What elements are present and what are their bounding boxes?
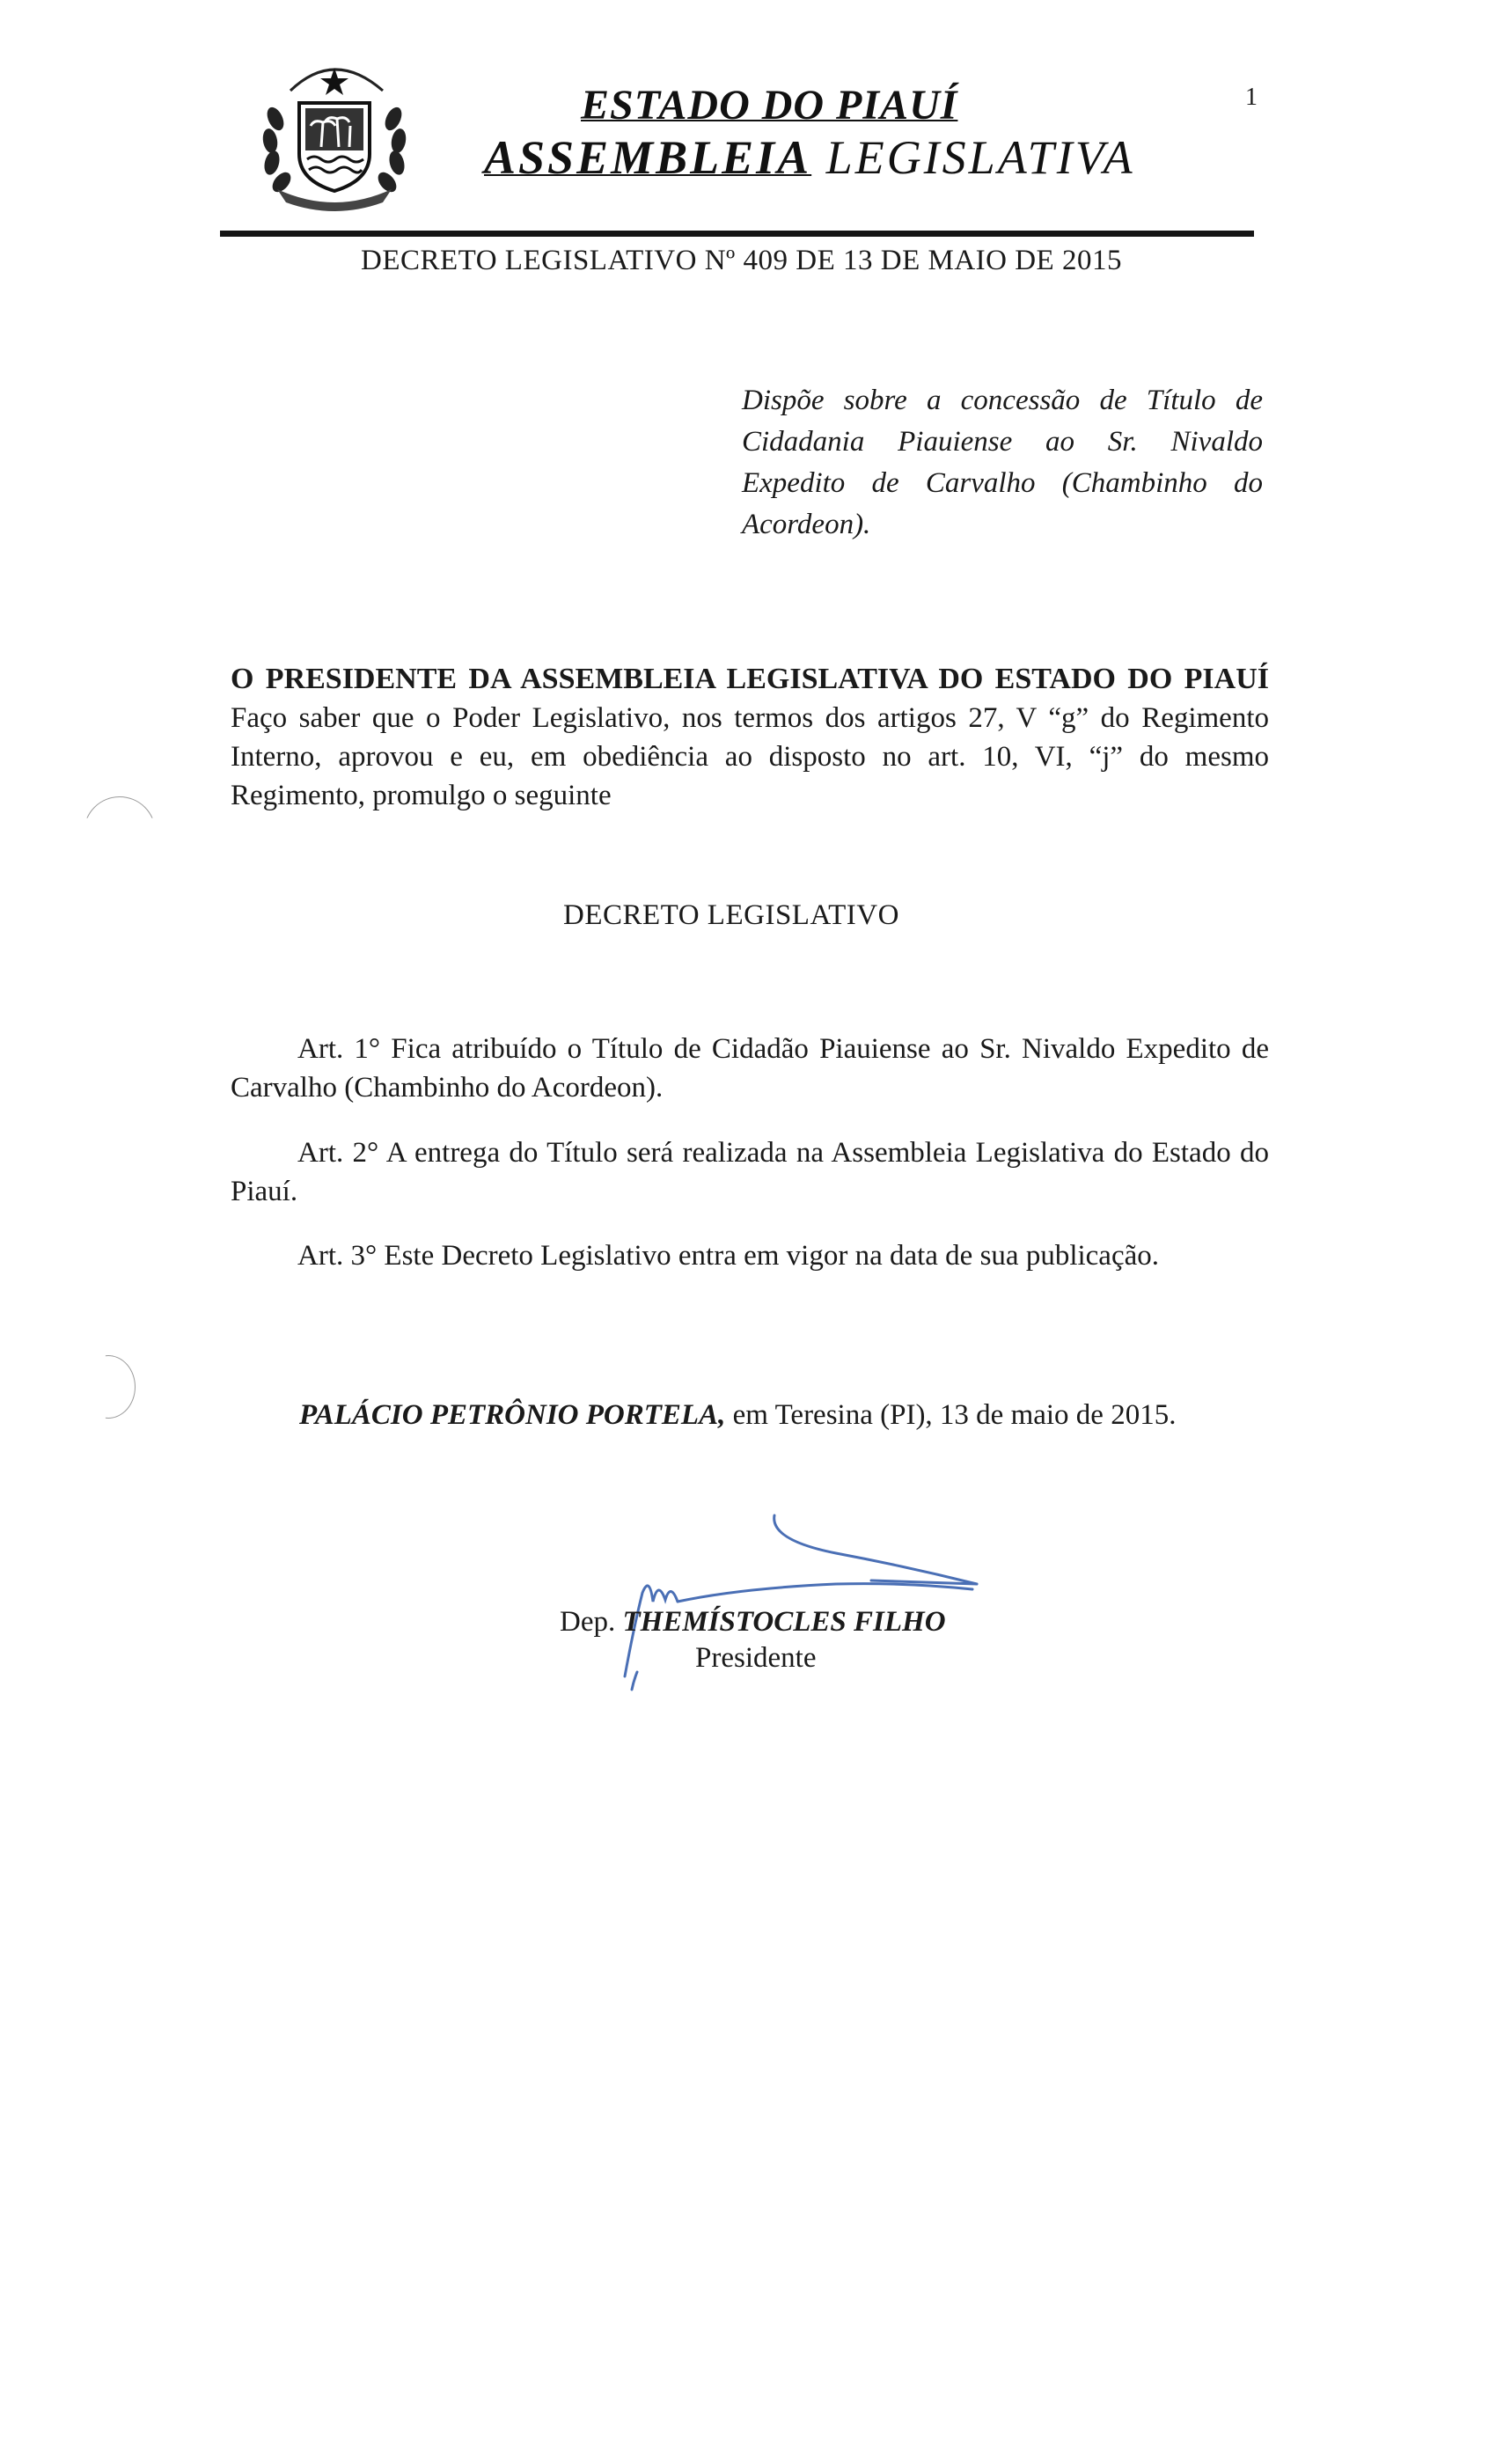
state-coat-of-arms-icon <box>251 48 418 211</box>
article-2: Art. 2° A entrega do Título será realizada na Assembleia Legislativa do Estado do Piauí. <box>231 1137 1269 1207</box>
ementa-summary: Dispõe sobre a concessão de Título de Cidadania Piauiense ao Sr. Nivaldo Expedito de Carvalho (Chambinho do Acordeon). <box>742 385 1263 540</box>
page-number: 1 <box>1245 84 1258 111</box>
place-and-date <box>299 1399 1176 1432</box>
assembly-heading <box>484 130 1135 185</box>
decree-title: DECRETO LEGISLATIVO Nº 409 DE 13 DE MAIO DE 2015 <box>361 245 1122 276</box>
signer-name: THEMÍSTOCLES FILHO <box>622 1606 946 1638</box>
section-title: DECRETO LEGISLATIVO <box>563 899 899 931</box>
signer-role: Presidente <box>695 1642 817 1674</box>
assembly-heading-rest: LEGISLATIVA <box>811 131 1135 184</box>
article-1: Art. 1° Fica atribuído o Título de Cidadão Piauiense ao Sr. Nivaldo Expedito de Carvalho (Chambinho do Acordeon). <box>231 1033 1269 1104</box>
assembly-heading-strong: ASSEMBLEIA <box>484 131 812 184</box>
place-date-text: em Teresina (PI), 13 de maio de 2015. <box>725 1399 1177 1431</box>
palace-name: PALÁCIO PETRÔNIO PORTELA, <box>299 1399 726 1431</box>
preamble-paragraph <box>231 660 1269 815</box>
article-3: Art. 3° Este Decreto Legislativo entra em vigor na data de sua publicação. <box>297 1240 1159 1272</box>
punch-hole-mark-bottom <box>81 1355 136 1419</box>
state-name-heading: ESTADO DO PIAUÍ <box>581 82 958 128</box>
header-divider <box>220 231 1254 237</box>
signer-line <box>560 1606 946 1639</box>
signer-prefix: Dep. <box>560 1606 623 1638</box>
preamble-text: Faço saber que o Poder Legislativo, nos termos dos artigos 27, V “g” do Regimento Interno, aprovou e eu, em obediência ao disposto no art. 10, VI, “j” do mesmo Regimento, promulgo o seguinte <box>231 702 1269 811</box>
punch-hole-mark-top <box>84 796 156 869</box>
preamble-lead: O PRESIDENTE DA ASSEMBLEIA LEGISLATIVA DO ESTADO DO PIAUÍ <box>231 663 1269 695</box>
